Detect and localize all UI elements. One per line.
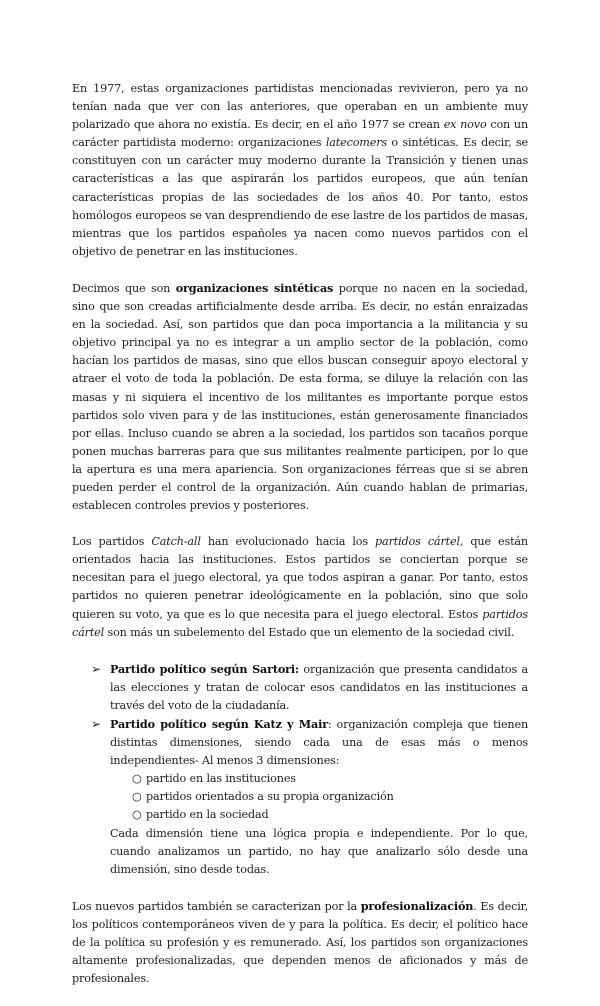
paragraph-partidos-cartel (72, 533, 528, 642)
arrow-bullet-icon: ➢ (91, 661, 101, 676)
italic-text: latecomers (325, 136, 387, 150)
dimensions-list (110, 770, 528, 824)
italic-text: partidos cártel (72, 607, 528, 639)
text-run: Los nuevos partidos también se caracterizan por la (72, 899, 361, 913)
dimensions-conclusion: Cada dimensión tiene una lógica propia e independiente. Por lo que, cuando analizamos un partido, no hay que analizarlo sólo desde una dimensión, sino desde todas. (110, 826, 528, 876)
text-run: En 1977, estas organizaciones partidistas mencionadas revivieron, pero ya no tenían nada que ver con las anteriores, que operaban en un ambiente muy polarizado que ahora no existía. Es decir, en el año 1977 se crean (72, 82, 528, 132)
text-run: . Es decir, los políticos contemporáneos viven de y para la política. Es decir, el político hace de la política su profesión y es remunerado. Así, los partidos son organizaciones altamente profesionalizadas, que dependen menos de aficionados y más de profesionales. (72, 899, 529, 986)
dimension-item: ○ partido en las instituciones (132, 770, 528, 788)
paragraph-organizaciones-sinteticas (72, 279, 528, 515)
circle-bullet-icon: ○ (132, 772, 142, 786)
text-run: son más un subelemento del Estado que un elemento de la sociedad civil. (104, 625, 515, 639)
text-run: Decimos que son (72, 281, 176, 295)
paragraph-transicion (72, 80, 528, 261)
italic-text: partidos cártel (375, 535, 460, 549)
text-run: han evolucionado hacia los (200, 535, 376, 549)
bold-text: organizaciones sintéticas (175, 280, 334, 295)
text-run: Los partidos (72, 535, 152, 549)
text-run: o sintéticas. Es decir, se constituyen con un carácter muy moderno durante la Transición y tienen unas características a las que aspirarán los partidos europeos, que aún tenían características propias de las sociedades de los años 40. Por tanto, estos homólogos europeos se van desprendiendo de ese lastre de los partidos de masas, mientras que los partidos españoles ya nacen como nuevos partidos con el objetivo de penetrar en las instituciones. (72, 136, 528, 258)
circle-bullet-icon: ○ (132, 808, 142, 822)
italic-text: Catch-all (151, 535, 201, 549)
arrow-bullet-icon: ➢ (91, 717, 101, 731)
list-item-sartori (91, 660, 528, 715)
text-run: : organización compleja que tienen distintas dimensiones, siendo cada una de esas más o menos independientes- Al menos 3 dimensiones: (110, 718, 529, 768)
bold-text: Partido político según Sartori: (110, 661, 299, 676)
bold-text: profesionalización (360, 898, 474, 913)
text-run: porque no nacen en la sociedad, sino que son creadas artificialmente desde arriba. Es decir, no están enraizadas en la sociedad. Así, son partidos que dan poca importancia a la militancia y su objetivo principal ya no es integrar a un amplio sector de la población, como hacían los partidos de masas, sino que ellos buscan conseguir apoyo electoral y atraer el voto de toda la población. De esta forma, se diluye la relación con las masas y ni siquiera el incentivo de los militantes es importante porque estos partidos solo viven para y de las instituciones, están generosamente financiados por ellas. Incluso cuando se abren a la sociedad, los partidos son tacaños porque ponen muchas barreras para que sus militantes realmente participen, por lo que la apertura es una mera apariencia. Son organizaciones férreas que si se abren pueden perder el control de la organización. Aún cuando hablan de primarias, establecen controles previos y posteriores. (72, 281, 528, 513)
text-run: con un carácter partidista moderno: organizaciones (72, 118, 528, 150)
paragraph-profesionalizacion (72, 897, 528, 988)
katz-mair-definition (110, 718, 528, 767)
list-item-katz-mair (91, 715, 528, 879)
dimension-item: ○ partidos orientados a su propia organización (132, 788, 528, 806)
circle-bullet-icon: ○ (132, 790, 142, 804)
dimension-item: ○ partido en la sociedad (132, 806, 528, 824)
definitions-list (72, 660, 528, 879)
text-run: organización que presenta candidatos a las elecciones y tratan de colocar esos candidatos en las instituciones a través del voto de la ciudadanía. (110, 662, 528, 712)
sartori-definition (110, 663, 528, 712)
text-run: , que están orientados hacia las instituciones. Estos partidos se conciertan porque se necesitan para el juego electoral, ya que todos aspiran a ganar. Por tanto, estos partidos no quieren penetrar ideológicamente en la población, sino que solo quieren su voto, ya que es lo que necesita para el juego electoral. Estos (72, 535, 528, 621)
document-page (72, 80, 528, 1006)
bold-text: Partido político según Katz y Mair (110, 717, 328, 731)
italic-text: ex novo (443, 118, 487, 132)
